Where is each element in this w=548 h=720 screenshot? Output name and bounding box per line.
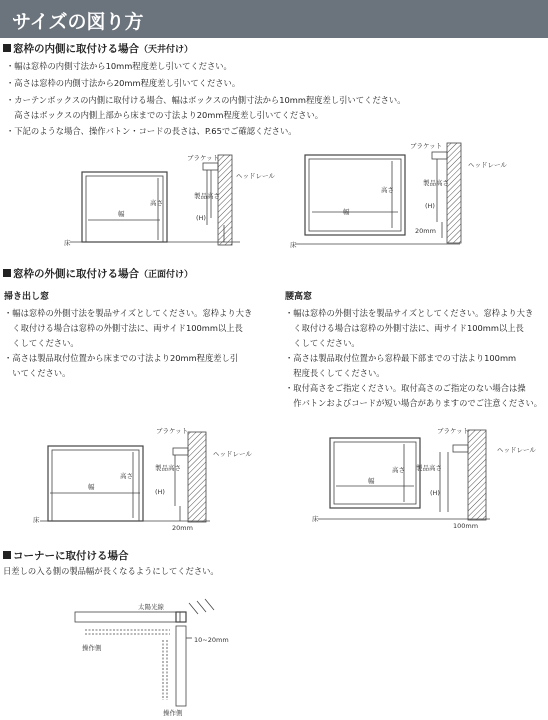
text-line: く取付ける場合は窓枠の外側寸法に、両サイド100mm以上長: [4, 323, 243, 333]
text-line: いてください。: [4, 368, 71, 378]
text-line: ・取付高さをご指定ください。取付高さのご指定のない場合は操: [285, 383, 526, 393]
bracket-label: ブラケット: [410, 142, 443, 150]
gap-label: 20mm: [172, 524, 193, 532]
window-frame: [305, 155, 405, 235]
headrail-label: ヘッドレール: [213, 450, 252, 458]
width-label: 幅: [88, 483, 95, 491]
diagram-outside-waist-window: [318, 430, 490, 520]
subheading-waist-window: 腰高窓: [285, 292, 313, 302]
product-height-label: 製品高さ: [416, 464, 442, 472]
product-height-label: 製品高さ: [194, 192, 220, 200]
height-label: 高さ: [120, 472, 133, 480]
sunlight-arrow: [205, 599, 214, 610]
gap-label: 20mm: [415, 227, 436, 235]
text-line: ・高さは製品取付位置から床までの寸法より20mm程度差し引: [4, 353, 239, 363]
heading-text: コーナーに取付ける場合: [13, 550, 129, 562]
width-label: 幅: [368, 477, 375, 485]
page-title: サイズの図り方: [12, 11, 144, 33]
corner-joint: [176, 612, 186, 622]
headrail-horizontal: [75, 612, 180, 622]
heading-note: （天井付け）: [139, 45, 194, 55]
operation-side-label: 操作側: [82, 644, 102, 652]
sunlight-label: 太陽光線: [138, 603, 164, 611]
bullet-line: ・幅は窓枠の内側寸法から10mm程度差し引いてください。: [6, 61, 232, 71]
sunlight-arrow: [197, 601, 206, 612]
text-line: くしてください。: [285, 338, 360, 348]
width-label: 幅: [118, 210, 125, 218]
h-mark: (H): [430, 489, 440, 497]
h-mark: (H): [196, 214, 206, 222]
window-inner: [86, 176, 163, 242]
text-line: く取付ける場合は窓枠の外側寸法に、両サイド100mm以上長: [285, 323, 524, 333]
headrail-box: [173, 448, 188, 455]
bracket-label: ブラケット: [156, 427, 189, 435]
operation-side-label: 操作側: [163, 709, 183, 717]
heading-note: （正面付け）: [139, 270, 194, 280]
window-frame: [82, 172, 167, 242]
text-line: ・高さは製品取付位置から窓枠最下部までの寸法より100mm: [285, 353, 517, 363]
headrail-box: [203, 163, 218, 170]
bracket-label: ブラケット: [437, 427, 470, 435]
diagram-corner-mount: [75, 599, 214, 706]
floor-label: 床: [290, 241, 297, 249]
window-inner: [52, 450, 139, 521]
height-label: 高さ: [150, 199, 163, 207]
sunlight-arrow: [189, 603, 198, 614]
heading-text: 窓枠の内側に取付ける場合: [13, 43, 139, 55]
headrail-box: [432, 152, 447, 159]
text-line: くしてください。: [4, 338, 79, 348]
gap-label: 10~20mm: [194, 636, 229, 644]
floor-label: 床: [33, 516, 40, 524]
text-line: 程度長くしてください。: [285, 368, 385, 378]
headrail-label: ヘッドレール: [236, 172, 275, 180]
window-frame: [48, 446, 143, 521]
h-mark: (H): [155, 488, 165, 496]
heading-text: 窓枠の外側に取付ける場合: [13, 268, 139, 280]
bullet-line: ・高さは窓枠の内側寸法から20mm程度差し引いてください。: [6, 78, 241, 88]
bullet-line: ・下記のような場合、操作バトン・コードの長さは、P.65でご確認ください。: [6, 126, 297, 136]
headrail-box: [453, 445, 468, 452]
text-line: ・幅は窓枠の外側寸法を製品サイズとしてください。窓枠より大き: [4, 308, 253, 318]
wall-section: [468, 430, 486, 520]
product-height-label: 製品高さ: [423, 179, 449, 187]
floor-label: 床: [312, 515, 319, 523]
bullet-line: 高さはボックスの内側上部から床までの寸法より20mm程度差し引いてください。: [6, 110, 324, 120]
height-label: 高さ: [392, 466, 405, 474]
window-inner: [309, 159, 401, 231]
bullet-line: ・カーテンボックスの内側に取付ける場合、幅はボックスの内側寸法から10mm程度差し引いてください。: [6, 95, 406, 105]
product-height-label: 製品高さ: [155, 464, 181, 472]
gap-label: 100mm: [453, 522, 479, 530]
height-label: 高さ: [381, 186, 394, 194]
diagram-inside-waist-window: [295, 143, 461, 244]
text-line: 日差しの入る側の製品幅が長くなるようにしてください。: [3, 566, 219, 576]
text-line: 作バトンおよびコードが短い場合がありますのでご注意ください。: [285, 398, 543, 408]
wall-section: [218, 155, 232, 245]
wall-section: [447, 143, 461, 243]
headrail-vertical: [176, 626, 186, 706]
h-mark: (H): [425, 202, 435, 210]
width-label: 幅: [343, 208, 350, 216]
headrail-label: ヘッドレール: [468, 161, 507, 169]
bracket-label: ブラケット: [187, 154, 220, 162]
headrail-label: ヘッドレール: [497, 446, 536, 454]
subheading-floor-window: 掃き出し窓: [4, 292, 50, 302]
window-frame: [330, 438, 420, 508]
wall-section: [188, 432, 206, 522]
text-line: ・幅は窓枠の外側寸法を製品サイズとしてください。窓枠より大き: [285, 308, 534, 318]
floor-label: 床: [64, 239, 71, 247]
